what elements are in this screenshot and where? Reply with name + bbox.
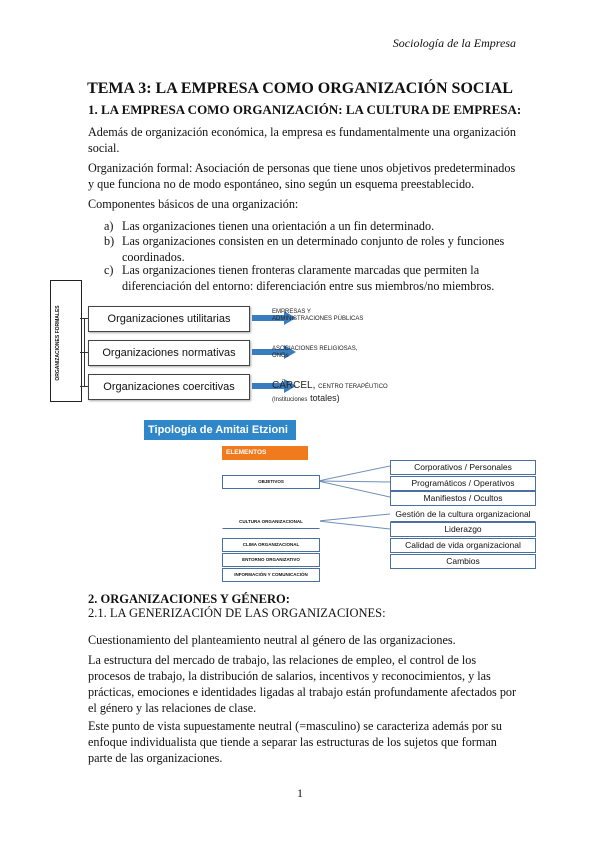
coercive-note: (Instituciones: [272, 397, 308, 403]
paragraph: Componentes básicos de una organización:: [88, 197, 299, 211]
objective-type: Corporativos / Personales: [390, 460, 536, 475]
section2-subheading: 2.1. LA GENERIZACIÓN DE LAS ORGANIZACIONES:: [88, 606, 386, 620]
org-type-coercive: Organizaciones coercitivas: [88, 374, 250, 400]
list-marker: c): [104, 263, 114, 277]
list-item: [104, 262, 495, 293]
element-informacion: INFORMACIÓN Y COMUNICACIÓN: [222, 568, 320, 582]
objective-type: Programáticos / Operativos: [390, 476, 536, 491]
coercive-note2: totales): [310, 393, 340, 403]
objective-type: Manifiestos / Ocultos: [390, 491, 536, 506]
element-objetivos: OBJETIVOS: [222, 475, 320, 489]
list-item: [104, 233, 505, 264]
section2-heading: 2. ORGANIZACIONES Y GÉNERO:: [88, 592, 290, 606]
climate-item: Calidad de vida organizacional: [390, 538, 536, 553]
paragraph: Además de organización económica, la empresa es fundamentalmente una organización social.: [88, 125, 516, 155]
list-text: Las organizaciones tienen fronteras claramente marcadas que permiten la diferenciación del entorno: diferenciación entre sus miembros/no miembros.: [122, 263, 495, 293]
list-text: Las organizaciones tienen una orientación a un fin determinado.: [122, 219, 435, 233]
paragraph: Este punto de vista supuestamente neutral (=masculino) se caracteriza además por su enfoque individualista que tiende a separar las estructuras de los sujetos que forman parte de las organizaciones.: [88, 719, 502, 765]
element-clima: CLIMA ORGANIZACIONAL: [222, 538, 320, 552]
page-number: 1: [297, 786, 303, 800]
normative-desc: ASOCIACIONES RELIGIOSAS, ONGs: [272, 346, 358, 359]
elements-header: ELEMENTOS: [222, 446, 308, 460]
environment-item: Cambios: [390, 554, 536, 569]
side-label: ORGANIZACIONES FORMALES: [55, 305, 61, 381]
list-text: Las organizaciones consisten en un determinado conjunto de roles y funciones coordinados.: [122, 234, 505, 264]
header-subject: Sociología de la Empresa: [392, 36, 516, 50]
coercive-main: CÁRCEL: [272, 380, 313, 391]
utilitarian-desc: EMPRESAS Y ADMINISTRACIONES PÚBLICAS: [272, 309, 364, 322]
connector: [84, 318, 85, 387]
culture-item: Gestión de la cultura organizacional: [390, 507, 536, 522]
org-type-normative: Organizaciones normativas: [88, 340, 250, 366]
element-cultura: CULTURA ORGANIZACIONAL: [222, 515, 320, 529]
list-marker: b): [104, 234, 115, 248]
org-type-utilitarian: Organizaciones utilitarias: [88, 306, 250, 332]
element-entorno: ENTORNO ORGANIZATIVO: [222, 553, 320, 567]
diagram-caption: Tipología de Amitai Etzioni: [144, 420, 296, 440]
culture-item: Liderazgo: [390, 522, 536, 537]
list-marker: a): [104, 219, 114, 233]
connector-lines: [318, 460, 390, 530]
coercive-desc: CÁRCEL, CENTRO TERAPÉUTICO (Instituciones totales): [272, 380, 388, 403]
paragraph: Cuestionamiento del planteamiento neutral al género de las organizaciones.: [88, 633, 456, 647]
coercive-small: CENTRO TERAPÉUTICO: [318, 384, 388, 390]
section1-heading: 1. LA EMPRESA COMO ORGANIZACIÓN: LA CULTURA DE EMPRESA:: [88, 102, 522, 117]
page-title: TEMA 3: LA EMPRESA COMO ORGANIZACIÓN SOCIAL: [87, 80, 513, 97]
list-item: [104, 218, 435, 234]
formal-organizations-box: [50, 280, 82, 402]
paragraph: Organización formal: Asociación de personas que tiene unos objetivos predeterminados y que funciona no de modo espontáneo, sino según un esquema preestablecido.: [88, 161, 516, 191]
paragraph: La estructura del mercado de trabajo, las relaciones de empleo, el control de los procesos de trabajo, la distribución de salarios, incentivos y reconocimientos, y las prácticas, emociones e identidades ligadas al trabajo están profundamente afectados por el género y las relaciones de clase.: [88, 653, 517, 715]
